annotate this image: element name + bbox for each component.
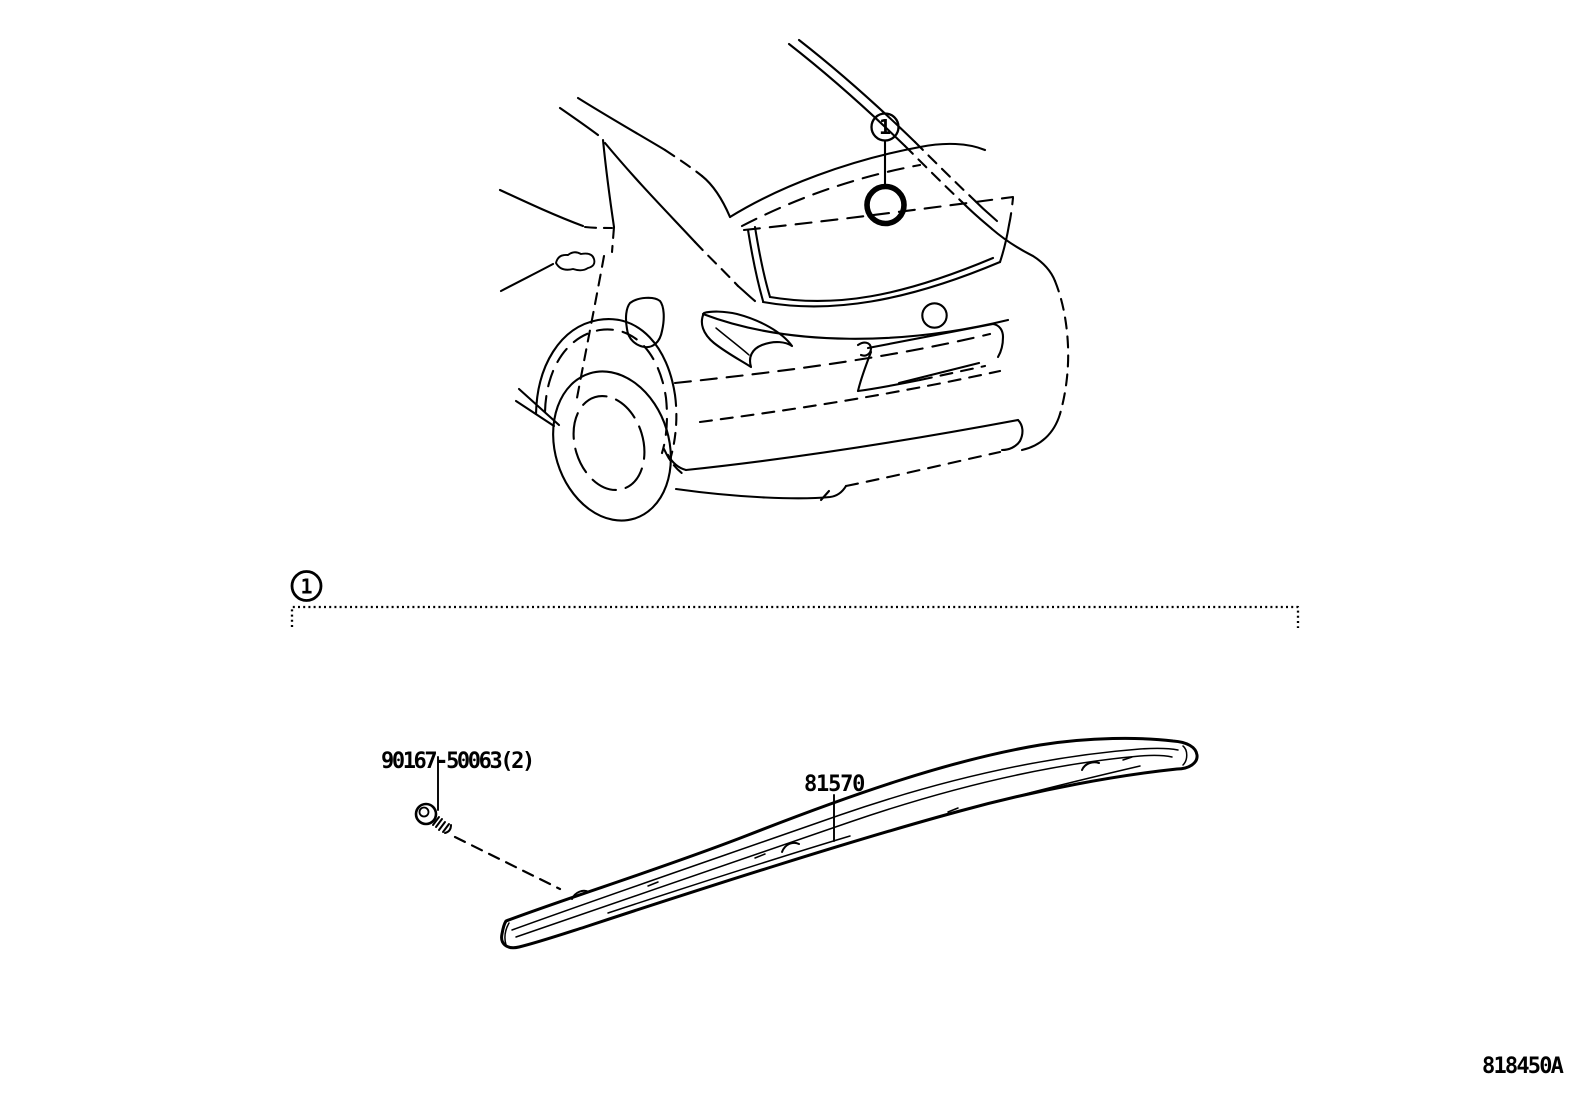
car-bumper-mid-line: [700, 371, 1000, 422]
car-window-right-edge: [1009, 198, 1013, 225]
car-pillar-rear-edge: [695, 242, 738, 286]
car-tail-lamp-inner-line: [716, 328, 749, 355]
car-right-bumper-corner: [1022, 414, 1060, 450]
car-belt-line: [501, 264, 553, 291]
car-wheel-rim: [562, 387, 655, 499]
car-rear-drawing: [500, 40, 1068, 535]
car-left-roof-edge: [578, 98, 665, 150]
callout-number: 1: [878, 115, 892, 139]
center-stop-lamp-strip[interactable]: [502, 738, 1197, 947]
car-window-left-edge: [748, 230, 763, 301]
car-diffuser-notch: [821, 491, 829, 500]
car-pillar-rear-edge: [738, 286, 755, 301]
car-diffuser-edge: [676, 486, 846, 498]
car-garnish-left-hook: [858, 343, 871, 356]
car-wheel-arch: [536, 319, 675, 414]
lamp-strip-lens-line: [608, 836, 850, 913]
detail-bracket: [292, 572, 1298, 629]
car-door-handle: [556, 252, 594, 270]
car-plate-bottom-edge: [920, 366, 985, 380]
part-detail-drawing: [416, 738, 1197, 947]
car-belt-line: [585, 227, 612, 228]
part-number-label-lamp[interactable]: 81570: [804, 772, 865, 797]
car-diffuser-edge: [846, 452, 1000, 486]
car-roof-line: [915, 142, 970, 196]
car-plate-inner-line: [899, 363, 979, 383]
screw-head-slot: [420, 808, 429, 817]
car-right-body-side: [1055, 281, 1068, 414]
car-left-roof-edge: [702, 176, 730, 217]
lamp-strip-end-cap: [505, 923, 509, 945]
car-emblem: [922, 303, 946, 327]
car-spoiler-edge: [730, 144, 985, 217]
car-pillar-rear-edge: [605, 143, 695, 242]
car-left-roof-edge: [665, 150, 702, 176]
diagram-code: 818450A: [1482, 1054, 1563, 1079]
lamp-strip-outline: [502, 738, 1197, 947]
lamp-strip-tick: [648, 882, 658, 886]
lamp-strip-end-cap: [1183, 746, 1187, 765]
screw-icon: [416, 804, 451, 833]
part-number-label-screw[interactable]: 90167-50063(2): [381, 749, 533, 774]
screw-dashed-leader: [455, 837, 560, 889]
car-tire: [535, 357, 688, 536]
car-window-bottom-edge: [770, 258, 993, 301]
lamp-location-marker[interactable]: [867, 187, 904, 224]
lamp-strip-mount-tab: [1082, 762, 1099, 770]
car-pillar-front-edge: [612, 227, 614, 252]
bracket-dotted-line: [292, 607, 1298, 628]
car-belt-line: [500, 190, 583, 226]
car-bumper-right-corner: [1002, 420, 1022, 450]
car-tail-lamp: [702, 312, 792, 367]
car-roof-line: [970, 196, 997, 221]
car-drip-rail: [560, 108, 598, 135]
car-bumper-lower-edge: [686, 420, 1018, 470]
car-window-right-edge: [1000, 225, 1009, 262]
car-roof-line: [962, 202, 992, 229]
car-window-left-edge: [755, 227, 770, 297]
car-plate-right-edge: [993, 324, 1003, 357]
car-roof-line: [905, 146, 962, 202]
bracket-callout-number: 1: [300, 574, 313, 599]
car-fuel-door: [626, 298, 664, 347]
